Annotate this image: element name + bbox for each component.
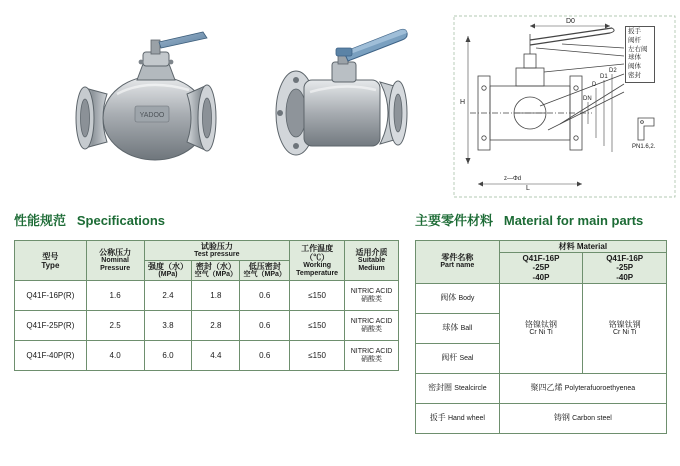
spec-header-strength-cn: 强度（水）	[147, 262, 188, 272]
svg-text:L: L	[526, 185, 530, 192]
material-cell-part	[416, 373, 500, 403]
material-heading	[415, 210, 643, 229]
spec-cell-type: Q41F-25P(R)	[15, 311, 87, 341]
spec-header-seal-cn: 密封（水）	[195, 262, 236, 272]
svg-text:z—Φd: z—Φd	[504, 176, 522, 182]
material-cell-part	[416, 283, 500, 313]
spec-header-type-en: Type	[41, 260, 60, 270]
spec-cell-temperature: ≤150	[290, 341, 345, 371]
table-row	[15, 281, 399, 311]
svg-text:D1: D1	[600, 74, 608, 80]
callout-2: 阀杆	[628, 36, 641, 44]
specifications-heading	[14, 210, 165, 229]
spec-header-lowseal-unit: 空气（MPa）	[243, 271, 286, 279]
material-cell-seal-material-cn: 聚四乙烯	[530, 383, 563, 393]
spec-cell-medium	[345, 311, 399, 341]
material-header-col1-line2: -25P	[532, 263, 550, 273]
spec-header-temperature	[290, 241, 345, 281]
spec-header-row-1	[15, 241, 399, 261]
svg-text:D0: D0	[566, 18, 575, 25]
spec-header-testpressure-cn: 试验压力	[200, 242, 233, 251]
callout-4: 球体	[628, 54, 641, 62]
callout-3: 左右阀	[628, 45, 648, 53]
spec-cell-medium-en: NITRIC ACID	[350, 287, 393, 295]
spec-header-nominal	[86, 241, 144, 281]
material-cell-handwheel-material	[499, 403, 666, 433]
material-cell-part	[416, 403, 500, 433]
table-row	[15, 311, 399, 341]
spec-cell-medium-cn: 硝酸类	[361, 325, 383, 333]
spec-header-seal-unit: 空气（MPa）	[194, 271, 238, 279]
spec-cell-medium-cn: 硝酸类	[361, 295, 383, 303]
spec-header-testpressure-en: Test pressure	[194, 251, 240, 259]
material-header-col1-line1: Q41F-16P	[522, 254, 560, 264]
material-cell-seal-material-en: Polyterafuoroethyenea	[564, 385, 636, 393]
material-header-top: 材料 Material	[499, 241, 666, 253]
valve-photo-left	[55, 18, 270, 183]
spec-cell-nominal: 2.5	[86, 311, 144, 341]
spec-cell-nominal: 1.6	[86, 281, 144, 311]
callout-1: 扳手	[628, 28, 641, 35]
material-cell-part-cn: 扳手	[429, 413, 446, 423]
svg-text:D: D	[592, 82, 597, 88]
material-cell-part-cn: 球体	[442, 323, 459, 333]
material-cell-part-en: Body	[458, 295, 475, 303]
material-header-col1-line3: -40P	[532, 272, 550, 282]
spec-header-nominal-cn: 公称压力	[99, 248, 132, 258]
material-cell-mat2	[583, 283, 667, 373]
material-header-part-cn: 零件名称	[441, 253, 474, 263]
spec-cell-lowseal: 0.6	[240, 281, 290, 311]
material-cell-part-en: Hand wheel	[447, 415, 485, 423]
illustration-area	[0, 0, 680, 200]
svg-text:H: H	[460, 99, 466, 106]
material-heading-en: Material for main parts	[503, 213, 644, 228]
svg-text:YADOO: YADOO	[139, 112, 165, 119]
drawing-callout-legend	[625, 26, 655, 83]
material-cell-handwheel-material-cn: 铸钢	[553, 413, 570, 423]
spec-cell-medium-cn: 硝酸类	[361, 355, 383, 363]
valve-photo-right	[258, 18, 438, 183]
spec-cell-strength: 6.0	[144, 341, 192, 371]
spec-cell-nominal: 4.0	[86, 341, 144, 371]
material-cell-part-cn: 阀杆	[441, 353, 458, 363]
material-header-row-1	[416, 241, 667, 253]
table-row	[416, 373, 667, 403]
spec-header-testpressure	[144, 241, 290, 261]
material-cell-part-cn: 密封圈	[428, 383, 453, 393]
svg-text:DN: DN	[583, 96, 592, 102]
svg-text:PN1.6,2.: PN1.6,2.	[632, 144, 656, 150]
spec-header-lowseal	[240, 261, 290, 281]
material-header-col1	[499, 253, 583, 284]
spec-cell-temperature: ≤150	[290, 281, 345, 311]
spec-header-medium-cn: 适用介质	[355, 248, 388, 258]
material-cell-part	[416, 343, 500, 373]
callout-6: 密封	[628, 71, 641, 79]
spec-cell-medium	[345, 341, 399, 371]
spec-cell-lowseal: 0.6	[240, 341, 290, 371]
spec-cell-medium-en: NITRIC ACID	[350, 347, 393, 355]
spec-header-lowseal-cn: 低压密封	[248, 262, 281, 272]
spec-header-temperature-en: Working Temperature	[296, 261, 339, 277]
spec-header-temperature-cn: 工作温度（℃）	[301, 243, 334, 262]
material-cell-part-cn: 阀体	[440, 293, 457, 303]
table-row	[416, 403, 667, 433]
spec-header-medium-en: Suitable Medium	[357, 257, 386, 273]
specifications-heading-cn: 性能规范	[14, 213, 67, 228]
spec-cell-seal: 4.4	[192, 341, 240, 371]
spec-cell-lowseal: 0.6	[240, 311, 290, 341]
material-cell-part-en: Stealcircle	[454, 385, 487, 393]
spec-header-medium	[345, 241, 399, 281]
material-header-col2	[583, 253, 667, 284]
material-cell-mat1-en: Cr Ni Ti	[529, 328, 553, 336]
spec-header-type	[15, 241, 87, 281]
material-cell-part	[416, 313, 500, 343]
spec-cell-strength: 3.8	[144, 311, 192, 341]
spec-cell-strength: 2.4	[144, 281, 192, 311]
material-cell-mat2-cn: 铬镍钛钢	[608, 319, 641, 329]
spec-cell-medium-en: NITRIC ACID	[350, 317, 393, 325]
table-row	[416, 283, 667, 313]
material-cell-mat1	[499, 283, 583, 373]
spec-header-type-cn: 型号	[42, 251, 59, 261]
spec-header-strength	[144, 261, 192, 281]
table-row	[15, 341, 399, 371]
svg-text:D2: D2	[609, 68, 617, 74]
material-header-col2-line2: -25P	[616, 263, 634, 273]
spec-cell-seal: 2.8	[192, 311, 240, 341]
material-heading-cn: 主要零件材料	[415, 213, 494, 228]
material-cell-seal-material	[499, 373, 666, 403]
material-header-part-en: Part name	[440, 262, 475, 270]
spec-header-strength-unit: (MPa)	[158, 271, 178, 279]
material-cell-part-en: Seal	[459, 355, 474, 363]
material-cell-part-en: Ball	[460, 325, 473, 333]
callout-5: 阀体	[628, 63, 641, 71]
spec-cell-seal: 1.8	[192, 281, 240, 311]
spec-cell-type: Q41F-40P(R)	[15, 341, 87, 371]
spec-header-seal	[192, 261, 240, 281]
material-table	[415, 240, 667, 434]
material-cell-mat1-cn: 铬镍钛钢	[524, 319, 557, 329]
spec-cell-type: Q41F-16P(R)	[15, 281, 87, 311]
spec-cell-medium	[345, 281, 399, 311]
specifications-table	[14, 240, 399, 371]
spec-cell-temperature: ≤150	[290, 311, 345, 341]
material-header-part	[416, 241, 500, 284]
specifications-heading-en: Specifications	[76, 213, 165, 228]
spec-header-nominal-en: Nominal Pressure	[100, 257, 131, 273]
material-cell-mat2-en: Cr Ni Ti	[612, 328, 637, 336]
material-header-col2-line3: -40P	[616, 272, 634, 282]
material-header-col2-line1: Q41F-16P	[606, 254, 644, 264]
material-cell-handwheel-material-en: Carbon steel	[572, 415, 612, 423]
